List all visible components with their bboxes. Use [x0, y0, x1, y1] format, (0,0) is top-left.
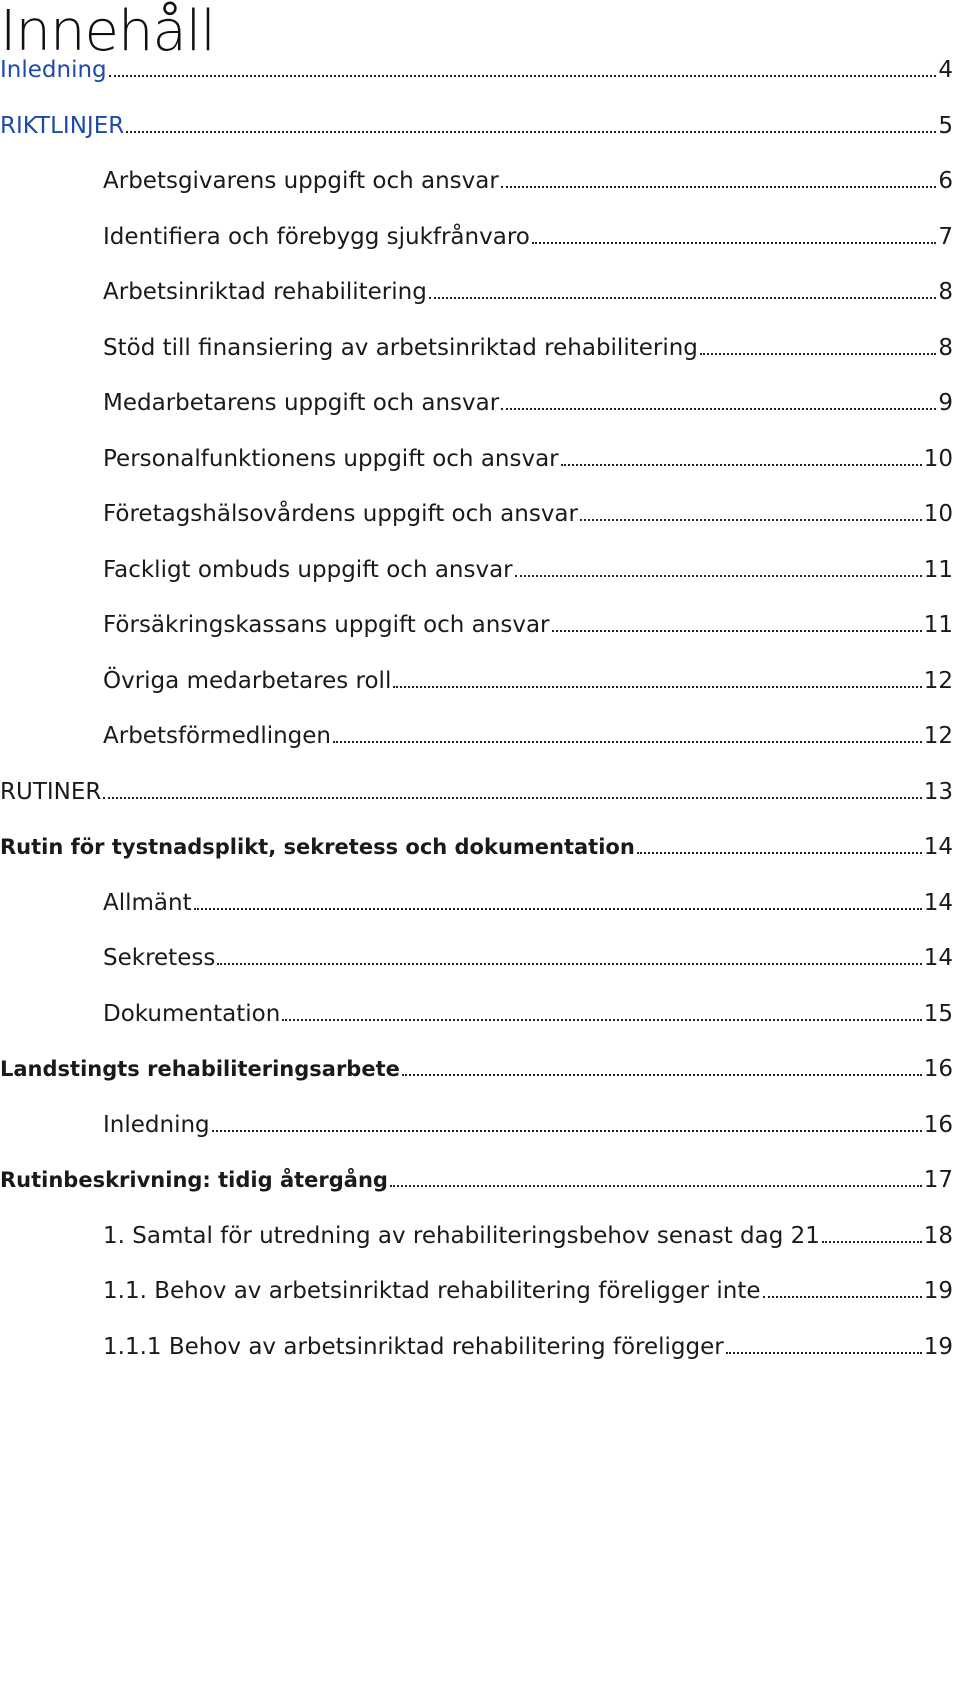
toc-entry-label: Rutin för tystnadsplikt, sekretess och dokumentation	[0, 835, 635, 859]
toc-entry-page-number: 16	[923, 1111, 953, 1138]
toc-entry-label: 1. Samtal för utredning av rehabiliteringsbehov senast dag 21	[103, 1222, 820, 1249]
toc-entry-label: 1.1.1 Behov av arbetsinriktad rehabilitering föreligger	[103, 1333, 724, 1360]
toc-dot-leader	[726, 1352, 922, 1354]
toc-entry-page-number: 14	[923, 889, 953, 916]
page-title: Innehåll	[0, 0, 215, 64]
toc-entry-page-number: 10	[923, 501, 953, 527]
toc-entry-label: RIKTLINJER	[0, 112, 125, 139]
toc-dot-leader	[103, 797, 921, 799]
toc-entry[interactable]	[0, 998, 953, 1030]
toc-entry-label: Företagshälsovårdens uppgift och ansvar	[103, 501, 578, 527]
toc-dot-leader	[212, 1130, 922, 1132]
toc-entry[interactable]	[0, 221, 953, 253]
toc-entry-label: Allmänt	[103, 889, 192, 916]
toc-entry-label: Inledning	[103, 1111, 210, 1138]
toc-entry[interactable]	[0, 942, 953, 974]
toc-entry-page-number: 11	[923, 556, 953, 583]
toc-dot-leader	[700, 353, 936, 355]
toc-entry[interactable]	[0, 1109, 953, 1141]
toc-dot-leader	[501, 408, 936, 410]
toc-dot-leader	[552, 630, 922, 632]
toc-entry-label: Fackligt ombuds uppgift och ansvar	[103, 556, 513, 583]
toc-entry[interactable]	[0, 609, 953, 641]
toc-entry[interactable]	[0, 54, 953, 86]
toc-entry-label: RUTINER	[0, 778, 102, 805]
toc-dot-leader	[390, 1185, 922, 1187]
toc-entry[interactable]	[0, 887, 953, 919]
toc-entry-page-number: 8	[938, 279, 953, 305]
toc-entry-label: Identifiera och förebygg sjukfrånvaro	[103, 223, 530, 250]
toc-entry-label: Rutinbeskrivning: tidig återgång	[0, 1168, 388, 1192]
toc-entry-page-number: 19	[923, 1278, 953, 1304]
toc-entry[interactable]	[0, 1331, 953, 1363]
toc-entry[interactable]	[0, 1275, 953, 1307]
toc-entry[interactable]	[0, 1053, 953, 1085]
toc-entry-page-number: 4	[938, 57, 953, 83]
toc-dot-leader	[402, 1074, 922, 1076]
toc-entry-label: Dokumentation	[103, 1000, 281, 1027]
toc-entry-page-number: 18	[923, 1222, 953, 1249]
toc-entry-label: Övriga medarbetares roll	[103, 667, 392, 694]
toc-entry-page-number: 7	[938, 223, 953, 250]
toc-entry[interactable]	[0, 276, 953, 308]
toc-entry-page-number: 10	[923, 445, 953, 472]
toc-entry-page-number: 16	[923, 1056, 953, 1082]
toc-dot-leader	[429, 297, 937, 299]
toc-entry[interactable]	[0, 165, 953, 197]
toc-dot-leader	[282, 1019, 921, 1021]
toc-dot-leader	[580, 519, 922, 521]
toc-entry-page-number: 17	[923, 1167, 953, 1193]
toc-dot-leader	[126, 131, 936, 133]
toc-entry-page-number: 9	[938, 390, 953, 416]
toc-dot-leader	[637, 852, 922, 854]
toc-entry[interactable]	[0, 554, 953, 586]
toc-entry[interactable]	[0, 498, 953, 530]
toc-dot-leader	[217, 963, 921, 965]
toc-entry-page-number: 13	[923, 778, 953, 805]
toc-dot-leader	[333, 741, 922, 743]
toc-entry-page-number: 15	[923, 1000, 953, 1027]
toc-entry[interactable]	[0, 720, 953, 752]
toc-entry-label: Stöd till finansiering av arbetsinriktad rehabilitering	[103, 334, 698, 361]
toc-entry-page-number: 6	[938, 168, 953, 194]
toc-entry-label: Personalfunktionens uppgift och ansvar	[103, 445, 559, 472]
toc-entry-label: Arbetsinriktad rehabilitering	[103, 279, 427, 305]
toc-entry-page-number: 14	[923, 834, 953, 860]
toc-entry-label: Arbetsförmedlingen	[103, 723, 332, 749]
toc-entry-page-number: 19	[923, 1333, 953, 1360]
toc-entry[interactable]	[0, 443, 953, 475]
toc-entry-label: Medarbetarens uppgift och ansvar	[103, 390, 500, 416]
toc-entry[interactable]	[0, 665, 953, 697]
toc-entry[interactable]	[0, 831, 953, 863]
toc-entry-label: Landstingts rehabiliteringsarbete	[0, 1057, 400, 1081]
toc-entry-label: Försäkringskassans uppgift och ansvar	[103, 612, 550, 638]
toc-dot-leader	[501, 186, 937, 188]
toc-entry[interactable]	[0, 332, 953, 364]
toc-entry-page-number: 5	[938, 112, 953, 139]
toc-entry[interactable]	[0, 1164, 953, 1196]
toc-dot-leader	[194, 908, 922, 910]
toc-dot-leader	[822, 1241, 922, 1243]
toc-dot-leader	[109, 75, 937, 77]
toc-entry[interactable]	[0, 110, 953, 142]
toc-entry-page-number: 12	[923, 723, 953, 749]
toc-entry-label: Arbetsgivarens uppgift och ansvar	[103, 168, 499, 194]
toc-entry-page-number: 8	[938, 334, 953, 361]
toc-dot-leader	[763, 1296, 922, 1298]
toc-entry[interactable]	[0, 776, 953, 808]
toc-entry[interactable]	[0, 387, 953, 419]
toc-entry-page-number: 11	[923, 612, 953, 638]
toc-dot-leader	[532, 242, 937, 244]
toc-dot-leader	[515, 575, 922, 577]
toc-entry-label: 1.1. Behov av arbetsinriktad rehabilitering föreligger inte	[103, 1278, 761, 1304]
toc-dot-leader	[561, 464, 922, 466]
toc-entry-label: Sekretess	[103, 945, 216, 971]
toc-entry[interactable]	[0, 1220, 953, 1252]
toc-dot-leader	[393, 686, 921, 688]
toc-entry-label: Inledning	[0, 57, 107, 83]
toc-entry-page-number: 12	[923, 667, 953, 694]
toc-entry-page-number: 14	[923, 945, 953, 971]
